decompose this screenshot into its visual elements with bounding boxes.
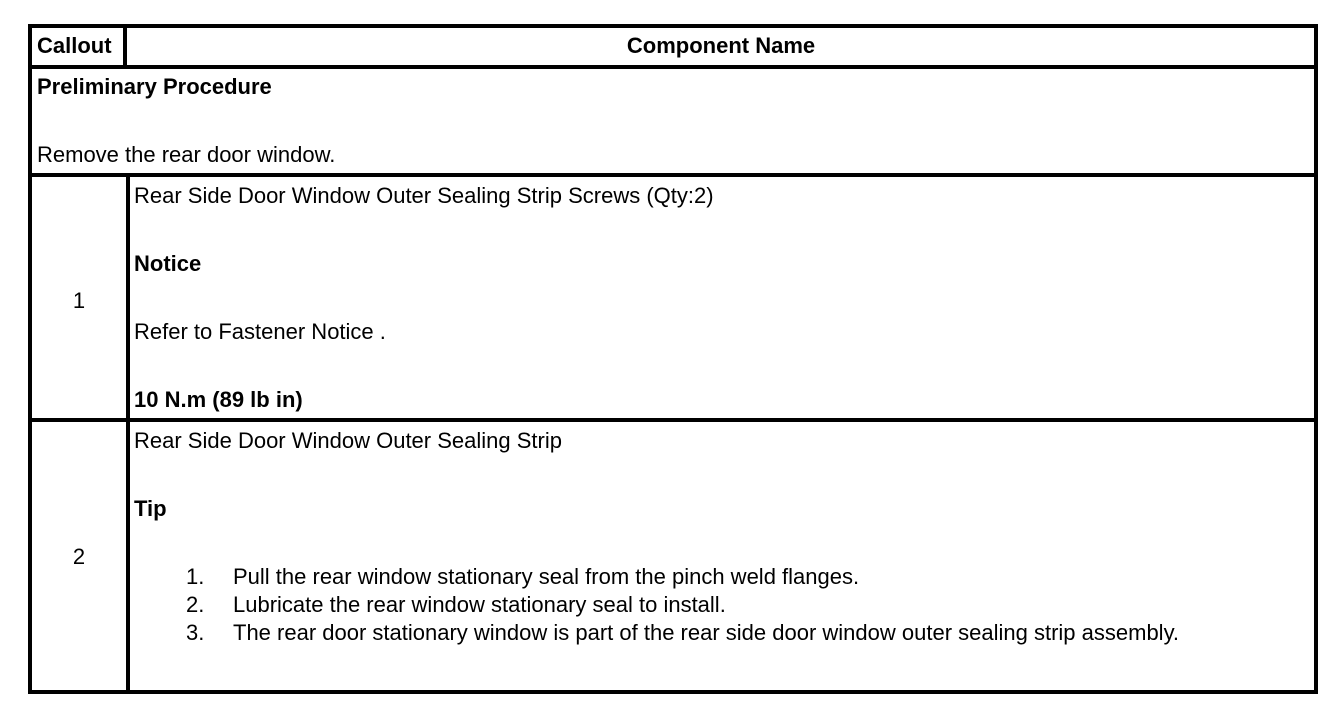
preliminary-divider [32,173,1314,177]
row2-callout: 2 [72,544,86,569]
header-column-divider [123,28,127,65]
header-divider [32,65,1314,69]
step-number: 2. [186,592,205,617]
header-component-name: Component Name [626,33,816,58]
row-divider [32,418,1314,422]
row1-notice-text: Refer to Fastener Notice . [134,319,386,344]
row1-component-name: Rear Side Door Window Outer Sealing Strip Screws (Qty:2) [134,183,714,208]
preliminary-text: Remove the rear door window. [37,142,336,167]
step-text: The rear door stationary window is part of the rear side door window outer sealing strip assembly. [233,620,1180,645]
header-callout: Callout [37,33,112,58]
component-table [28,24,1318,694]
step-text: Lubricate the rear window stationary seal to install. [233,592,726,617]
row2-tip-title: Tip [134,496,167,521]
row1-callout: 1 [72,288,86,313]
row-column-divider [126,177,130,694]
step-text: Pull the rear window stationary seal from the pinch weld flanges. [233,564,860,589]
step-number: 1. [186,564,205,589]
row1-notice-title: Notice [134,251,202,276]
row2-component-name: Rear Side Door Window Outer Sealing Strip [134,428,562,453]
row1-torque: 10 N.m (89 lb in) [134,387,303,412]
step-number: 3. [186,620,205,645]
preliminary-title: Preliminary Procedure [37,74,272,99]
